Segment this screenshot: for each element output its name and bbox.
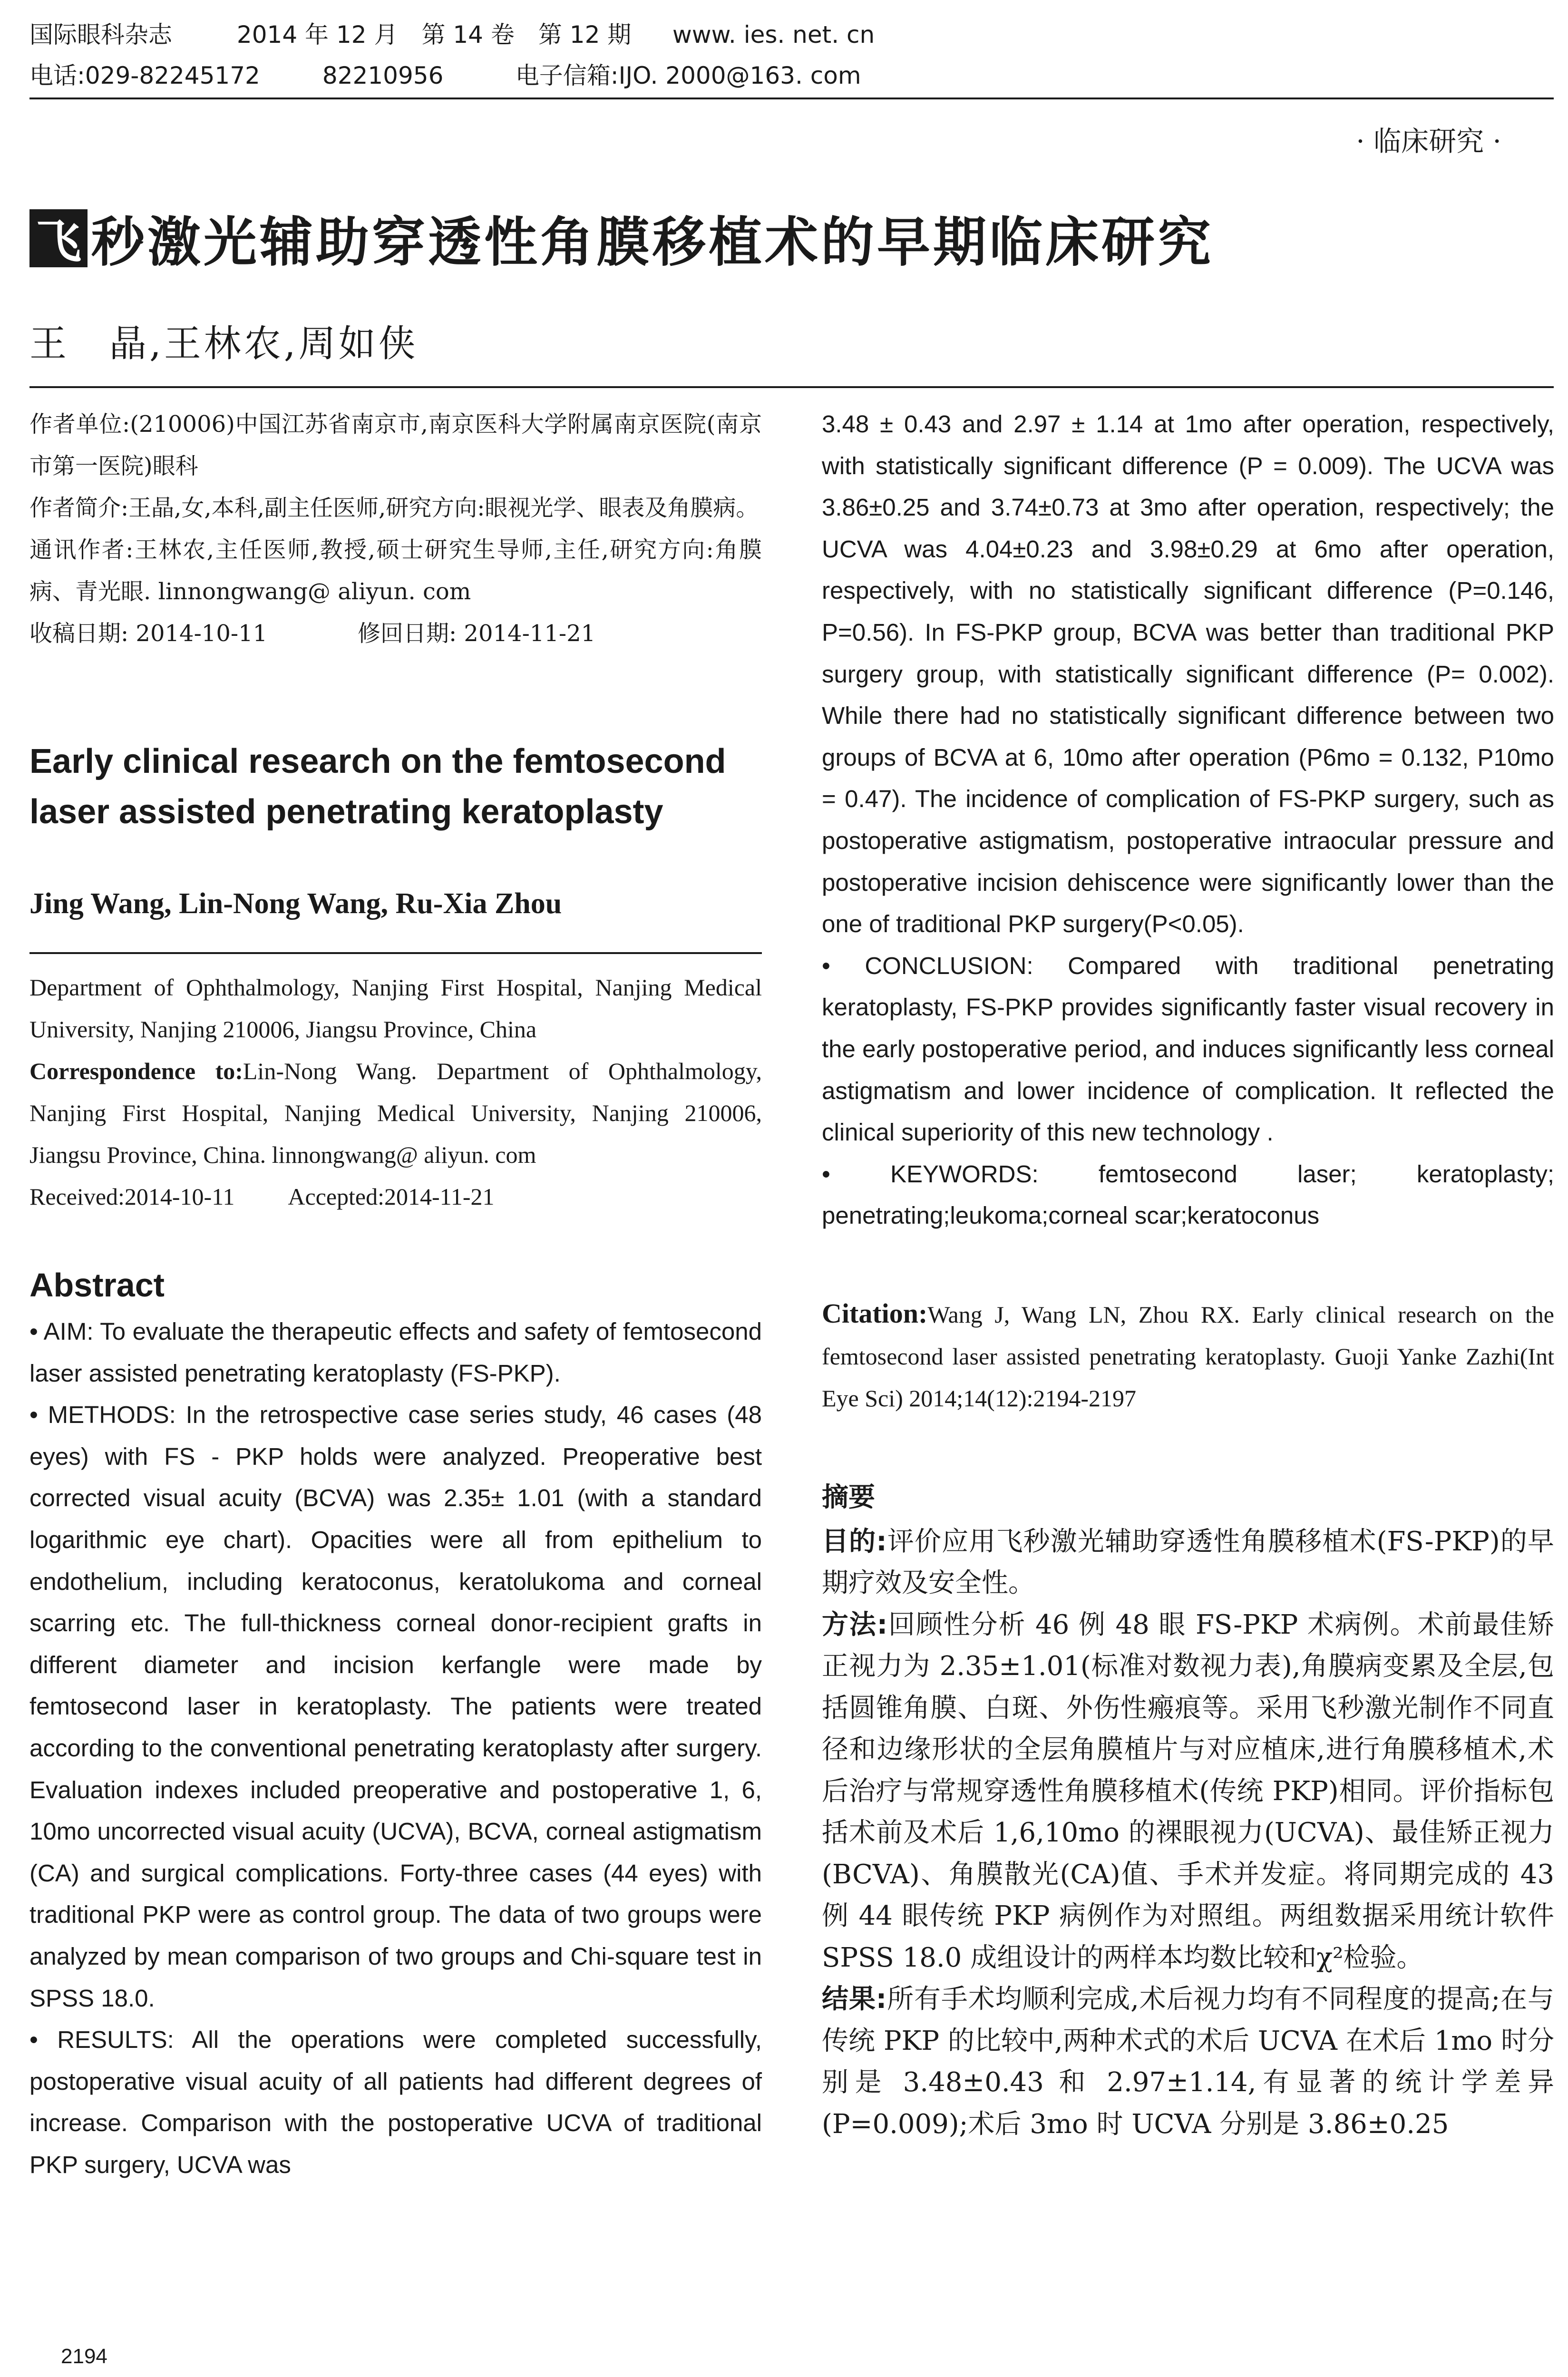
journal-header bbox=[29, 21, 875, 49]
english-title: Early clinical research on the femtosecond laser assisted penetrating keratoplasty bbox=[29, 742, 726, 831]
zh-results-label: 结果: bbox=[822, 1984, 887, 2015]
citation bbox=[822, 1293, 1554, 1419]
revised-date-cn: 修回日期: 2014-11-21 bbox=[358, 620, 596, 647]
zh-methods-label: 方法: bbox=[822, 1609, 888, 1640]
authors-cn: 王 晶,王林农,周如侠 bbox=[29, 322, 419, 365]
abstract-heading: Abstract bbox=[29, 1266, 165, 1304]
header-divider bbox=[29, 97, 1554, 99]
page-number: 2194 bbox=[61, 2345, 107, 2368]
author-bio: 作者简介:王晶,女,本科,副主任医师,研究方向:眼视光学、眼表及角膜病。 bbox=[29, 495, 759, 521]
abstract-results-continued: 3.48 ± 0.43 and 2.97 ± 1.14 at 1mo after operation, respectively, with statistically significant difference (P = 0.009). The UCVA was 3.86±0.25 and 3.74±0.73 at 3mo after operation, respectively; the UCVA was 4.04±0.23 and 3.98±0.29 at 6mo after operation, respectively, with no statistically significant difference (P=0.146, P=0.56). In FS-PKP group, BCVA was better than traditional PKP surgery group, with statistically significant difference (P= 0.002). While there had no statistically significant difference between two groups of BCVA at 6, 10mo after operation (P6mo = 0.132, P10mo = 0.47). The incidence of complication of FS-PKP surgery, such as postoperative astigmatism, postoperative intraocular pressure and postoperative incision dehiscence were significantly lower than the one of traditional PKP surgery(P<0.05). bbox=[822, 410, 1554, 938]
abstract-conclusion: • CONCLUSION: Compared with traditional penetrating keratoplasty, FS-PKP provides significantly faster visual recovery in the early postoperative period, and induces significantly less corneal astigmatism and lower incidence of complication. It reflected the clinical superiority of this new technology . bbox=[822, 952, 1554, 1146]
zh-methods-text: 回顾性分析 46 例 48 眼 FS-PKP 术病例。术前最佳矫正视力为 2.35±1.01(标准对数视力表),角膜病变累及全层,包括圆锥角膜、白斑、外伤性瘢痕等。采用飞秒激光制作不同直径和边缘形状的全层角膜植片与对应植床,进行角膜移植术,术后治疗与常规穿透性角膜移植术(传统 PKP)相同。评价指标包括术前及术后 1,6,10mo 的裸眼视力(UCVA)、最佳矫正视力(BCVA)、角膜散光(CA)值、手术并发症。将同期完成的 43 例 44 眼传统 PKP 病例作为对照组。两组数据采用统计软件 SPSS 18.0 成组设计的两样本均数比较和χ²检验。 bbox=[822, 1609, 1554, 1973]
abstract-keywords: • KEYWORDS: femtosecond laser; keratoplasty; penetrating;leukoma;corneal scar;keratoconus bbox=[822, 1160, 1554, 1229]
received-date-cn: 收稿日期: 2014-10-11 bbox=[29, 620, 268, 647]
author-separator bbox=[29, 952, 762, 954]
journal-issue: 2014 年 12 月 第 14 卷 第 12 期 bbox=[236, 21, 632, 49]
article-title bbox=[29, 200, 1214, 276]
zh-abstract-heading: 摘要 bbox=[822, 1481, 875, 1513]
authors-divider bbox=[29, 386, 1554, 388]
journal-phone: 电话:029-82245172 bbox=[29, 62, 260, 89]
english-authors: Jing Wang, Lin-Nong Wang, Ru-Xia Zhou bbox=[29, 887, 562, 920]
journal-contact bbox=[29, 62, 861, 89]
abstract-results: • RESULTS: All the operations were completed successfully, postoperative visual acuity of all patients had different degrees of increase. Comparison with the postoperative UCVA of traditional PKP surgery, UCVA was bbox=[29, 2026, 762, 2178]
affiliation: Department of Ophthalmology, Nanjing First Hospital, Nanjing Medical University, Nanjing 210006, Jiangsu Province, China bbox=[29, 974, 762, 1042]
citation-text: Wang J, Wang LN, Zhou RX. Early clinical research on the femtosecond laser assisted penetrating keratoplasty. Guoji Yanke Zazhi(Int Eye Sci) 2014;14(12):2194-2197 bbox=[822, 1301, 1554, 1412]
section-label: · 临床研究 · bbox=[1356, 125, 1501, 157]
correspondence-text: Lin-Nong Wang. Department of Ophthalmology, Nanjing First Hospital, Nanjing Medical University, Nanjing 210006, Jiangsu Province, China. linnongwang@ aliyun. com bbox=[29, 1058, 762, 1168]
citation-label: Citation: bbox=[822, 1297, 928, 1329]
dates-en bbox=[29, 1176, 762, 1218]
accepted-date: Accepted:2014-11-21 bbox=[288, 1183, 495, 1210]
right-column bbox=[822, 403, 1554, 2145]
journal-name: 国际眼科杂志 bbox=[29, 21, 172, 49]
dates-cn bbox=[29, 613, 762, 654]
journal-website[interactable]: www. ies. net. cn bbox=[672, 21, 875, 49]
author-unit: 作者单位:(210006)中国江苏省南京市,南京医科大学附属南京医院(南京市第一医院)眼科 bbox=[29, 411, 762, 479]
correspondence bbox=[29, 1050, 762, 1176]
zh-methods bbox=[822, 1604, 1554, 1979]
correspondence-label: Correspondence to: bbox=[29, 1058, 243, 1084]
abstract-aim: • AIM: To evaluate the therapeutic effects and safety of femtosecond laser assisted penetrating keratoplasty (FS-PKP). bbox=[29, 1318, 762, 1387]
zh-results-text: 所有手术均顺利完成,术后视力均有不同程度的提高;在与传统 PKP 的比较中,两种术式的术后 UCVA 在术后 1mo 时分别是 3.48±0.43 和 2.97±1.14,有显著的统计学差异(P=0.009);术后 3mo 时 UCVA 分别是 3.86±0.25 bbox=[822, 1984, 1554, 2140]
zh-results bbox=[822, 1978, 1554, 2145]
corresponding-author: 通讯作者:王林农,主任医师,教授,硕士研究生导师,主任,研究方向:角膜病、青光眼. linnongwang@ aliyun. com bbox=[29, 536, 762, 605]
journal-email[interactable]: 电子信箱:IJO. 2000@163. com bbox=[515, 62, 861, 89]
abstract-methods: • METHODS: In the retrospective case series study, 46 cases (48 eyes) with FS - PKP holds were analyzed. Preoperative best corrected visual acuity (BCVA) was 2.35± 1.01 (with a standard logarithmic eye chart). Opacities were all from epithelium to endothelium, including keratoconus, keratolukoma and corneal scarring etc. The full-thickness corneal donor-recipient grafts in different diameter and incision kerfangle were made by femtosecond laser in keratoplasty. The patients were treated according to the conventional penetrating keratoplasty after surgery. Evaluation indexes included preoperative and postoperative 1, 6, 10mo uncorrected visual acuity (UCVA), BCVA, corneal astigmatism (CA) and surgical complications. Forty-three cases (44 eyes) with traditional PKP were as control group. The data of two groups were analyzed by mean comparison of two groups and Chi-square test in SPSS 18.0. bbox=[29, 1401, 762, 2012]
left-column bbox=[29, 403, 762, 2185]
zh-aim bbox=[822, 1521, 1554, 1604]
received-date: Received:2014-10-11 bbox=[29, 1183, 235, 1210]
title-boxed-char: 飞 bbox=[29, 209, 88, 267]
zh-aim-label: 目的: bbox=[822, 1526, 887, 1557]
journal-phone-2: 82210956 bbox=[322, 62, 444, 89]
zh-aim-text: 评价应用飞秒激光辅助穿透性角膜移植术(FS-PKP)的早期疗效及安全性。 bbox=[822, 1526, 1554, 1599]
title-text: 秒激光辅助穿透性角膜移植术的早期临床研究 bbox=[91, 212, 1214, 273]
